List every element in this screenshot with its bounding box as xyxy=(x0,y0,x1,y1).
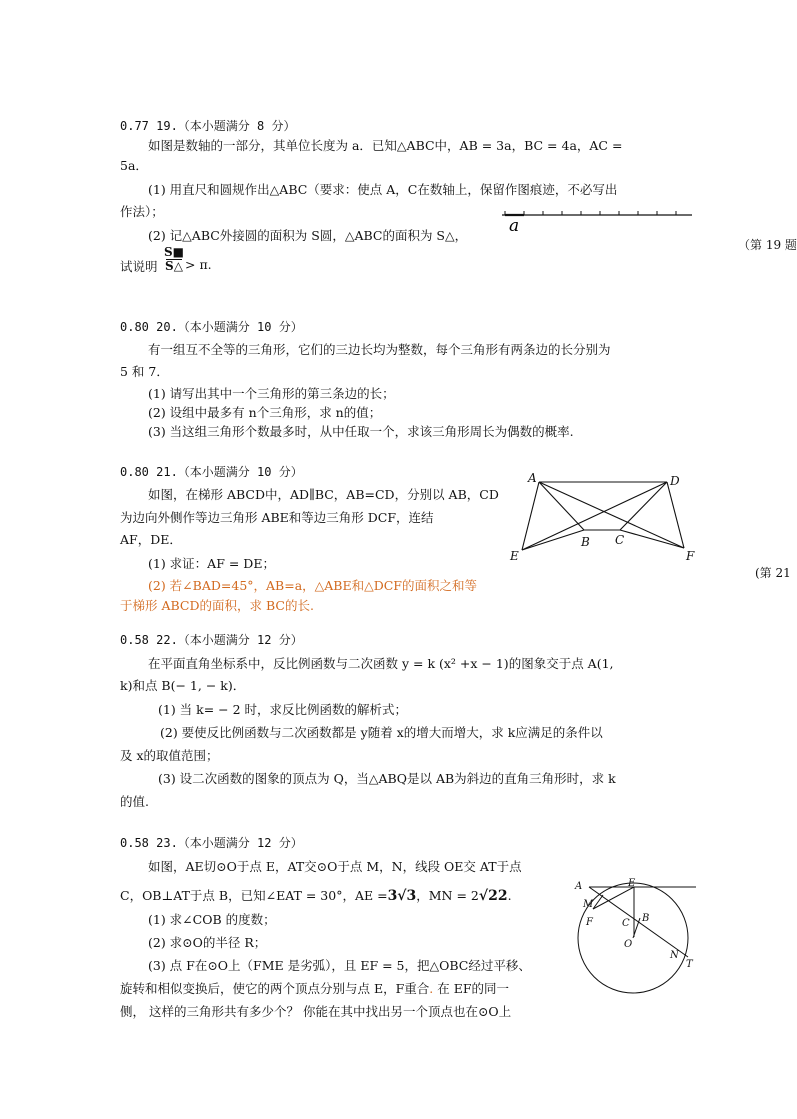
ae-value: 3√3 xyxy=(387,888,417,904)
q22-header: 0.58 22.（本小题满分 12 分） xyxy=(120,633,303,647)
q23-part3-b-dot: . xyxy=(429,981,434,996)
q19-figure-caption: （第 19 题 xyxy=(738,238,797,252)
fig23-label-O: O xyxy=(624,939,633,950)
q23-header: 0.58 23.（本小题满分 12 分） xyxy=(120,836,303,850)
q19-part3-suffix: > π. xyxy=(185,257,212,272)
trapezoid-figure xyxy=(500,468,715,568)
number-line-figure xyxy=(500,205,700,235)
q20-line1: 有一组互不全等的三角形，它们的三边长均为整数，每个三角形有两条边的长分别为 xyxy=(148,342,611,357)
fig21-label-E: E xyxy=(510,549,519,563)
q22-line1: 在平面直角坐标系中，反比例函数与二次函数 y = k (x² +x − 1)的图象交于点 A(1, xyxy=(148,656,614,671)
q22-part3-b: 的值. xyxy=(120,794,149,809)
q22-part3-a: (3) 设二次函数的图象的顶点为 Q，当△ABQ是以 AB为斜边的直角三角形时，求 k xyxy=(158,771,616,786)
q19-fraction-denominator: S△ xyxy=(165,259,183,273)
q19-header: 0.77 19.（本小题满分 8 分） xyxy=(120,119,296,133)
q22-part1: (1) 当 k= − 2 时，求反比例函数的解析式； xyxy=(158,702,408,717)
q19-part2: (2) 记△ABC外接圆的面积为 S圆，△ABC的面积为 S△， xyxy=(148,228,468,243)
fig21-label-A: A xyxy=(528,471,537,485)
fig23-label-E: E xyxy=(628,878,636,889)
q21-part2-a: (2) 若∠BAD=45°，AB=a，△ABE和△DCF的面积之和等 xyxy=(148,578,477,593)
q23-part3-c: 侧， 这样的三角形共有多少个？ 你能在其中找出另一个顶点也在⊙O上 xyxy=(120,1004,512,1019)
fig21-label-C: C xyxy=(615,533,625,547)
q21-line2: 为边向外侧作等边三角形 ABE和等边三角形 DCF，连结 xyxy=(120,510,434,525)
fig23-label-A: A xyxy=(575,881,583,892)
circle-tangent-figure xyxy=(570,875,700,1025)
q22-part2-b: 及 x的取值范围； xyxy=(120,748,219,763)
q20-part1: (1) 请写出其中一个三角形的第三条边的长； xyxy=(148,386,395,401)
q20-header: 0.80 20.（本小题满分 10 分） xyxy=(120,320,303,334)
fig23-label-F: F xyxy=(586,917,593,928)
q20-part3: (3) 当这组三角形个数最多时，从中任取一个，求该三角形周长为偶数的概率. xyxy=(148,424,574,439)
q22-line2: k)和点 B(− 1, − k)． xyxy=(120,678,246,693)
q23-part3-b xyxy=(120,979,509,997)
q23-part3-b-suffix: 在 EF的同一 xyxy=(433,981,510,996)
q23-line2-mid: ，MN = 2 xyxy=(416,888,479,903)
q23-part3-a: (3) 点 F在⊙O上（FME 是劣弧），且 EF = 5，把△OBC经过平移、 xyxy=(148,958,531,973)
q19-line2: 5a． xyxy=(120,158,148,173)
q23-part1: (1) 求∠COB 的度数； xyxy=(148,912,276,927)
q19-fraction-numerator: S■ xyxy=(164,245,185,259)
number-line-label-a: a xyxy=(509,216,520,236)
q22-part2-a: (2) 要使反比例函数与二次函数都是 y随着 x的增大而增大，求 k应满足的条件以 xyxy=(160,725,603,740)
fig23-label-C: C xyxy=(622,918,630,929)
q23-line2-prefix: C，OB⊥AT于点 B，已知∠EAT = 30°，AE = xyxy=(120,888,388,903)
q20-line2: 5 和 7． xyxy=(120,364,169,379)
q23-line2 xyxy=(120,886,512,904)
mn-value: √22 xyxy=(478,888,508,904)
q19-part1-b: 作法）； xyxy=(120,204,164,219)
fig23-label-N: N xyxy=(670,950,679,961)
q19-part1-a: (1) 用直尺和圆规作出△ABC（要求：使点 A，C在数轴上，保留作图痕迹，不必写出 xyxy=(148,182,618,197)
q19-line1: 如图是数轴的一部分，其单位长度为 a．已知△ABC中，AB = 3a，BC = 4a，AC = xyxy=(148,138,623,153)
q23-part3-b-text: 旋转和相似变换后，使它的两个顶点分别与点 E，F重合 xyxy=(120,981,430,996)
fig21-label-F: F xyxy=(686,549,695,563)
q21-part1: (1) 求证：AF = DE； xyxy=(148,556,275,571)
fig23-label-M: M xyxy=(583,899,594,910)
fig21-label-B: B xyxy=(581,535,590,549)
q23-line1: 如图，AE切⊙O于点 E，AT交⊙O于点 M，N，线段 OE交 AT于点 xyxy=(148,859,522,874)
fig23-label-B: B xyxy=(642,913,650,924)
q21-part2-b: 于梯形 ABCD的面积，求 BC的长. xyxy=(120,598,314,613)
q21-line3: AF，DE． xyxy=(120,532,182,547)
q19-part3-prefix: 试说明 xyxy=(120,259,158,274)
q21-line1: 如图，在梯形 ABCD中，AD∥BC，AB=CD，分别以 AB，CD xyxy=(148,487,499,502)
q21-figure-caption: (第 21 xyxy=(755,566,791,580)
q23-part2: (2) 求⊙O的半径 R； xyxy=(148,935,267,950)
q19-fraction xyxy=(164,246,184,273)
q20-part2: (2) 设组中最多有 n个三角形，求 n的值； xyxy=(148,405,382,420)
fig21-label-D: D xyxy=(670,474,680,488)
q21-header: 0.80 21.（本小题满分 10 分） xyxy=(120,465,303,479)
q23-line2-suffix: . xyxy=(507,888,512,903)
fig23-label-T: T xyxy=(686,959,693,970)
